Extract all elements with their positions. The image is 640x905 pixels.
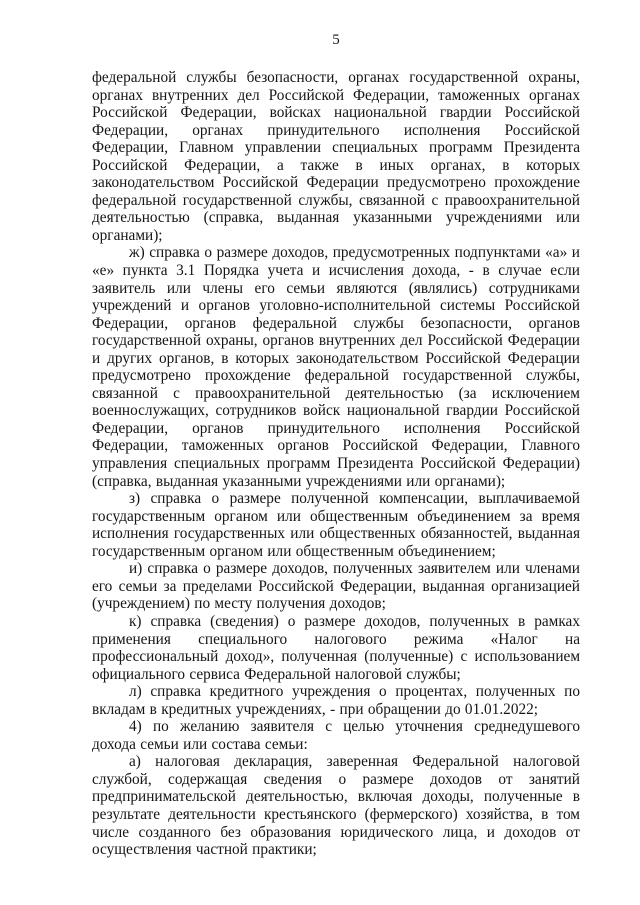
page-number: 5	[332, 32, 340, 48]
paragraph-subitem-k: к) справка (сведения) о размере доходов, полученных в рамках применения специального налогового режима «Налог на профессиональный доход», полученная (полученные) с использованием официального сервиса Федеральной налоговой службы;	[92, 612, 580, 683]
paragraph-subitem-z: з) справка о размере полученной компенсации, выплачиваемой государственным органом или общественным объединением за время исполнения государственных или общественных обязанностей, выданная государственным органом или общественным объединением;	[92, 490, 580, 560]
paragraph-subitem-i: и) справка о размере доходов, полученных заявителем или членами его семьи за пределами Российской Федерации, выданная организацией (учреждением) по месту получения доходов;	[92, 560, 580, 613]
document-body	[92, 69, 580, 859]
paragraph-subitem-l: л) справка кредитного учреждения о процентах, полученных по вкладам в кредитных учреждениях, - при обращении до 01.01.2022;	[92, 683, 580, 718]
paragraph-continuation: федеральной службы безопасности, органах государственной охраны, органах внутренних дел Российской Федерации, таможенных органах Российской Федерации, войсках национальной гвардии Российской Федерации, органах принудительного исполнения Российской Федерации, Главном управлении специальных программ Президента Российской Федерации, а также в иных органах, в которых законодательством Российской Федерации предусмотрено прохождение федеральной государственной службы, связанной с правоохранительной деятельностью (справка, выданная указанными учреждениями или органами);	[92, 69, 580, 244]
paragraph-item-4: 4) по желанию заявителя с целью уточнения среднедушевого дохода семьи или состава семьи:	[92, 718, 580, 753]
paragraph-subitem-zh: ж) справка о размере доходов, предусмотренных подпунктами «а» и «е» пункта 3.1 Порядка учета и исчисления дохода, - в случае если заявитель или члены его семьи являются (являлись) сотрудниками учреждений и органов уголовно-исполнительной системы Российской Федерации, органов федеральной службы безопасности, органов государственной охраны, органов внутренних дел Российской Федерации и других органов, в которых законодательством Российской Федерации предусмотрено прохождение федеральной государственной службы, связанной с правоохранительной деятельностью (за исключением военнослужащих, сотрудников войск национальной гвардии Российской Федерации, органов принудительного исполнения Российской Федерации, таможенных органов Российской Федерации, Главного управления специальных программ Президента Российской Федерации) (справка, выданная указанными учреждениями или органами);	[92, 244, 580, 490]
paragraph-subitem-a: а) налоговая декларация, заверенная Федеральной налоговой службой, содержащая сведения о размере доходов от занятий предпринимательской деятельностью, включая доходы, полученные в результате деятельности крестьянского (фермерского) хозяйства, в том числе созданного без образования юридического лица, и доходов от осуществления частной практики;	[92, 753, 580, 859]
